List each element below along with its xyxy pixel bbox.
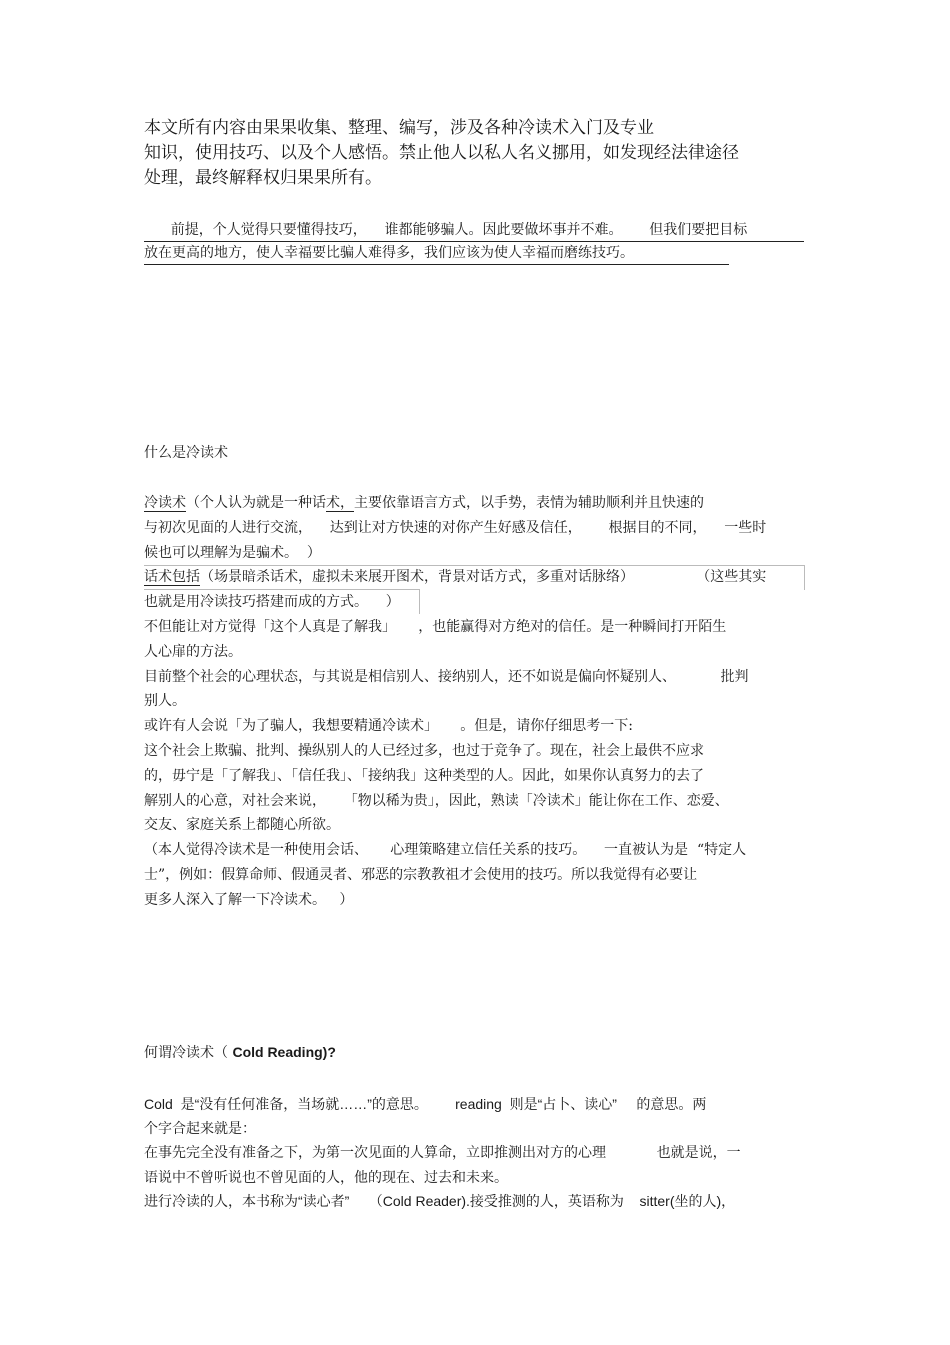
definition-line: 与初次见面的人进行交流， 达到让对方快速的对你产生好感及信任， 根据目的不同， 一些时 <box>144 519 767 536</box>
notice-line: 知识，使用技巧、以及个人感悟。禁止他人以私人名义挪用，如发现经法律途径 <box>144 143 739 163</box>
copyright-notice <box>144 116 739 191</box>
definition-line: 候也可以理解为是骗术。 ） <box>144 544 321 561</box>
section1-body <box>144 491 766 913</box>
heading-en: Cold Reading)? <box>232 1044 336 1060</box>
body-line: 或许有人会说「为了骗人，我想要精通冷读术」 。但是，请你仔细思考一下: <box>144 718 633 735</box>
heading-zh: 何谓冷读术（ <box>144 1045 233 1061</box>
body-line: 交友、家庭关系上都随心所欲。 <box>144 817 340 834</box>
body-line: 在事先完全没有准备之下，为第一次见面的人算命，立即推测出对方的心理 也就是说，一 <box>144 1144 741 1161</box>
body-line: 更多人深入了解一下冷读术。 ） <box>144 891 354 908</box>
term-speech-techniques: 话术包括 <box>144 569 200 586</box>
underlined-text: 术， <box>326 495 354 511</box>
section2-body <box>144 1092 741 1213</box>
speech-techniques-block <box>144 565 766 615</box>
body-line: 这个社会上欺骗、批判、操纵别人的人已经过多，也过于竞争了。现在，社会上最供不应求 <box>144 742 704 759</box>
techniques-text: （场景暗杀话术，虚拟未来展开图术，背景对话方式，多重对话脉络） （这些其实 <box>200 569 767 586</box>
body-line: 不但能让对方觉得「这个人真是了解我」 ，也能赢得对方绝对的信任。是一种瞬间打开陌生 <box>144 618 727 635</box>
body-line: 个字合起来就是： <box>144 1120 256 1137</box>
body-line: 进行冷读的人，本书称为“读心者” （Cold Reader).接受推测的人，英语称为 sitter(坐的人)， <box>144 1192 736 1209</box>
body-line: 解别人的心意，对社会来说， 「物以稀为贵」，因此，熟读「冷读术」能让你在工作、恋爱、 <box>144 792 729 809</box>
body-line: 的，毋宁是「了解我」、「信任我」、「接纳我」这种类型的人。因此，如果你认真努力的去了 <box>144 767 704 784</box>
body-line: 目前整个社会的心理状态，与其说是相信别人、接纳别人，还不如说是偏向怀疑别人、 批判 <box>144 668 749 685</box>
box-outline <box>144 565 805 590</box>
body-line: 语说中不曾听说也不曾见面的人，他的现在、过去和未来。 <box>144 1168 508 1185</box>
box-outline <box>144 589 420 614</box>
body-line: Cold 是“没有任何准备，当场就……”的意思。 reading 则是“占卜、读心” 的意思。两 <box>144 1096 707 1112</box>
notice-line: 处理，最终解释权归果果所有。 <box>144 168 382 188</box>
section-heading-cold-reading <box>144 1042 336 1063</box>
notice-line: 本文所有内容由果果收集、整理、编写，涉及各种冷读术入门及专业 <box>144 118 654 138</box>
section-heading-what-is-cold-reading: 什么是冷读术 <box>144 445 228 461</box>
definition-line <box>144 491 766 516</box>
definition-text: （个人认为就是一种话 <box>186 495 326 511</box>
term-cold-reading: 冷读术 <box>144 495 186 511</box>
definition-text: 主要依靠语言方式，以手势，表情为辅助顺利并且快速的 <box>354 495 704 511</box>
premise-line: 前提，个人觉得只要懂得技巧， 谁都能够骗人。因此要做坏事并不难。 但我们要把目标 <box>144 219 804 242</box>
body-line: 士”，例如：假算命师、假通灵者、邪恶的宗教教祖才会使用的技巧。所以我觉得有必要让 <box>144 866 698 883</box>
body-line: 别人。 <box>144 693 186 710</box>
body-line: （本人觉得冷读术是一种使用会话、 心理策略建立信任关系的技巧。 一直被认为是 “特定人 <box>144 842 747 859</box>
premise-line: 放在更高的地方，使人幸福要比骗人难得多，我们应该为使人幸福而磨练技巧。 <box>144 242 729 265</box>
premise-paragraph <box>144 219 804 265</box>
techniques-line: 也就是用冷读技巧搭建而成的方式。 ） <box>144 594 400 611</box>
body-line: 人心扉的方法。 <box>144 643 242 660</box>
